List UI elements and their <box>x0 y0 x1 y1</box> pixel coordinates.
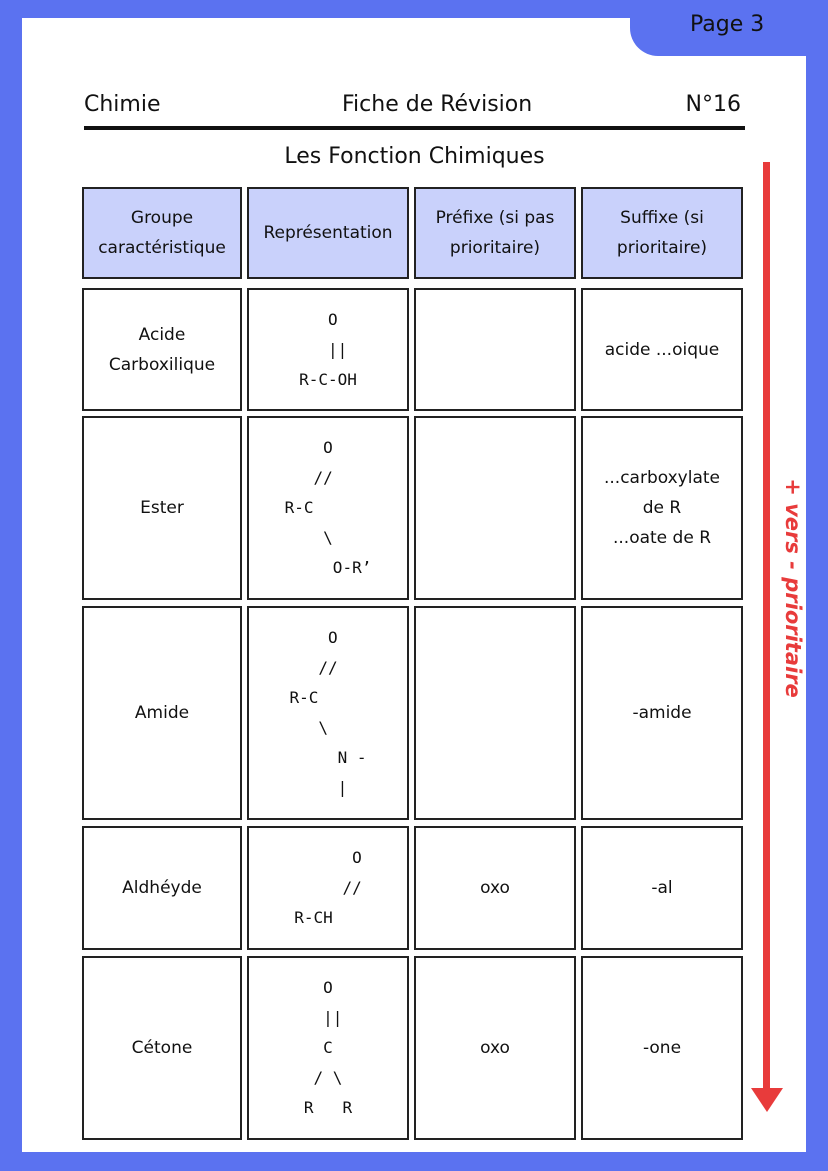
page-tab <box>630 0 828 56</box>
page-number: Page 3 <box>690 12 765 37</box>
sheet-number: N°16 <box>685 92 741 117</box>
priority-arrow-shaft <box>763 162 770 1094</box>
cell-group-acide: Acide Carboxilique <box>82 288 242 411</box>
document-header <box>84 92 745 130</box>
cell-group-aldehyde: Aldhéyde <box>82 826 242 950</box>
column-header-prefix: Préfixe (si pas prioritaire) <box>414 187 576 279</box>
priority-arrow-head-icon <box>751 1088 783 1112</box>
column-header-representation: Représentation <box>247 187 409 279</box>
cell-suffix-ester: ...carboxylate de R ...oate de R <box>581 416 743 600</box>
cell-representation-amide: O // R-C \ N - | <box>247 606 409 820</box>
cell-representation-ester: O // R-C \ O-R’ <box>247 416 409 600</box>
cell-prefix-ester <box>414 416 576 600</box>
cell-suffix-cetone: -one <box>581 956 743 1140</box>
cell-group-amide: Amide <box>82 606 242 820</box>
column-header-group: Groupe caractéristique <box>82 187 242 279</box>
cell-representation-aldehyde: O // R-CH <box>247 826 409 950</box>
cell-prefix-acide <box>414 288 576 411</box>
cell-prefix-amide <box>414 606 576 820</box>
document-title: Fiche de Révision <box>342 92 533 117</box>
cell-prefix-aldehyde: oxo <box>414 826 576 950</box>
priority-label: + vers - prioritaire <box>781 478 805 698</box>
subject-label: Chimie <box>84 92 161 117</box>
column-header-suffix: Suffixe (si prioritaire) <box>581 187 743 279</box>
cell-prefix-cetone: oxo <box>414 956 576 1140</box>
cell-representation-acide: O || R-C-OH <box>247 288 409 411</box>
cell-suffix-amide: -amide <box>581 606 743 820</box>
cell-group-ester: Ester <box>82 416 242 600</box>
cell-suffix-acide: acide ...oique <box>581 288 743 411</box>
cell-group-cetone: Cétone <box>82 956 242 1140</box>
table-title: Les Fonction Chimiques <box>284 144 545 169</box>
cell-suffix-aldehyde: -al <box>581 826 743 950</box>
cell-representation-cetone: O || C / \ R R <box>247 956 409 1140</box>
